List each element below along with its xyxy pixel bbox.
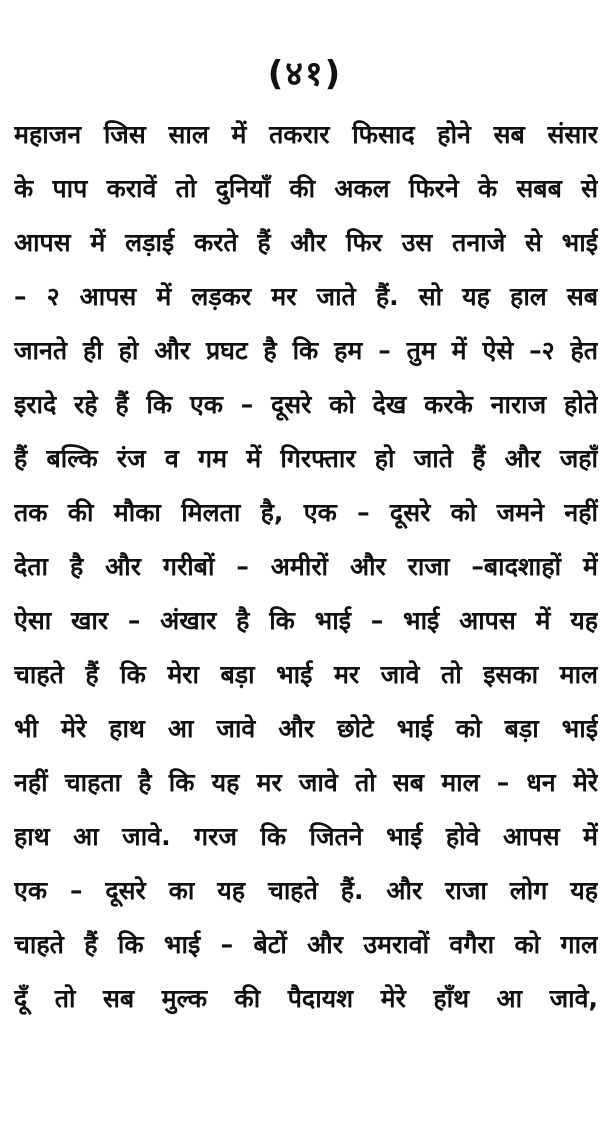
text-line: एक – दूसरे का यह चाहते हैं. और राजा लोग यह — [14, 876, 598, 905]
text-line: ऐसा खार – अंखार है कि भाई – भाई आपस में यह — [14, 606, 598, 635]
text-line: चाहते हैं कि मेरा बड़ा भाई मर जावे तो इसका माल — [14, 660, 598, 689]
text-line: चाहते हैं कि भाई – बेटों और उमरावों वगैरा को गाल — [14, 930, 598, 959]
text-line: भी मेरे हाथ आ जावे और छोटे भाई को बड़ा भाई — [14, 714, 598, 743]
text-line: हाथ आ जावे. गरज कि जितने भाई होवे आपस में — [14, 822, 598, 851]
text-line: जानते ही हो और प्रघट है कि हम – तुम में ऐसे –२ हेत — [14, 336, 598, 365]
text-line: आपस में लड़ाई करते हैं और फिर उस तनाजे से भाई — [14, 228, 598, 257]
text-line: – २ आपस में लड़कर मर जाते हैं. सो यह हाल सब — [14, 282, 598, 311]
body-text — [14, 108, 598, 1026]
text-line: महाजन जिस साल में तकरार फिसाद होने सब संसार — [14, 120, 598, 149]
text-line: देता है और गरीबों – अमीरों और राजा –बादशाहों में — [14, 552, 598, 581]
text-line: इरादे रहे हैं कि एक – दूसरे को देख करके नाराज होते — [14, 390, 598, 419]
text-line: नहीं चाहता है कि यह मर जावे तो सब माल – धन मेरे — [14, 768, 598, 797]
text-line: हैं बल्कि रंज व गम में गिरफ्तार हो जाते हैं और जहाँ — [14, 444, 598, 473]
page-number: (४१) — [267, 54, 343, 94]
text-line: दूँ तो सब मुल्क की पैदायश मेरे हाँथ आ जावे, — [14, 984, 598, 1013]
text-line: के पाप करावें तो दुनियाँ की अकल फिरने के सबब से — [14, 174, 598, 203]
text-line: तक की मौका मिलता है, एक – दूसरे को जमने नहीं — [14, 498, 598, 527]
